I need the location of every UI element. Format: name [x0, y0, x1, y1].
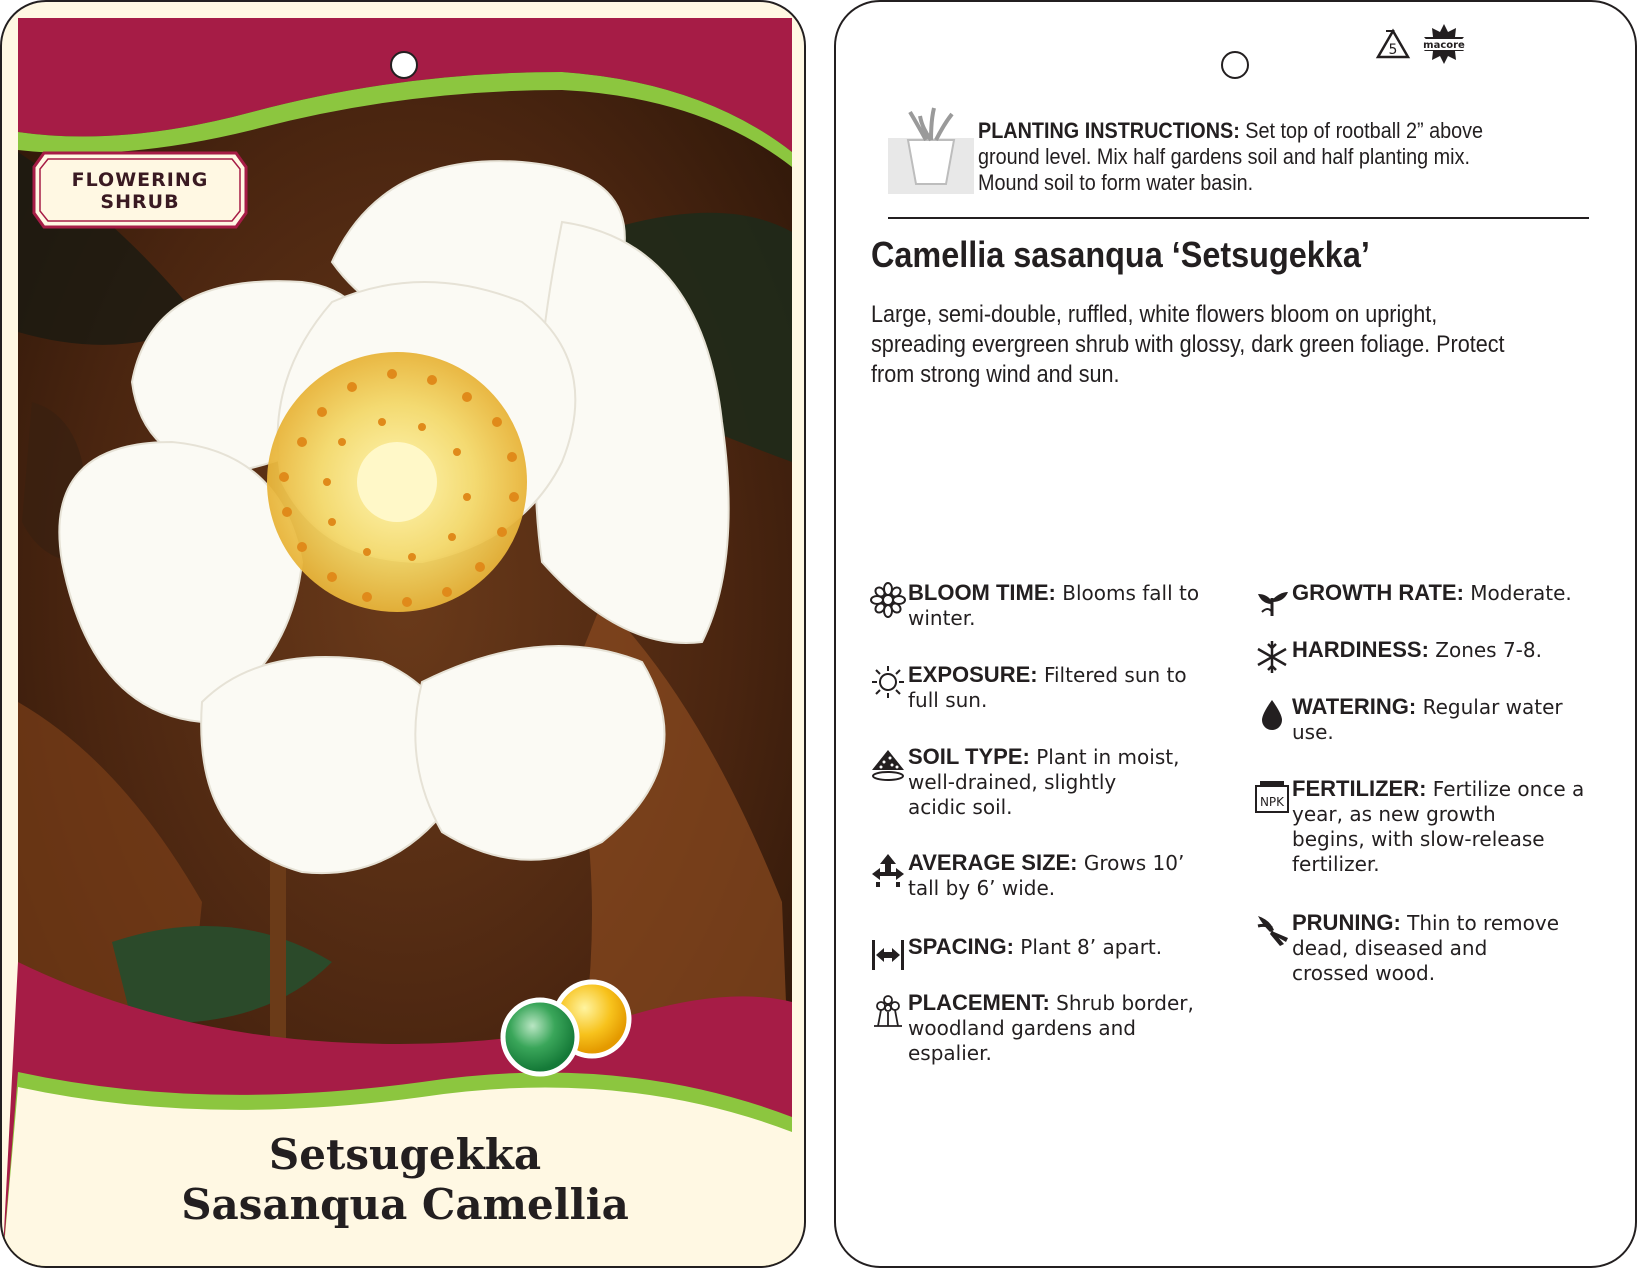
attr-label: HARDINESS: [1292, 637, 1429, 662]
planting-line-1: Set top of rootball 2” above [1239, 118, 1484, 143]
planting-line-3: Mound soil to form water basin. [978, 170, 1254, 195]
recycle-number: 5 [1388, 42, 1398, 58]
sprout-icon [1254, 582, 1290, 618]
hang-hole [1221, 51, 1249, 79]
soil-icon [870, 746, 906, 782]
description: Large, semi-double, ruffled, white flowers bloom on upright, spreading evergreen shrub with glossy, dark green foliage. Protect from strong wind and sun. [871, 301, 1505, 388]
front-tag [0, 0, 806, 1268]
water-drop-icon [1254, 696, 1290, 732]
attr-label: SOIL TYPE: [908, 744, 1030, 769]
pruners-icon [1254, 912, 1290, 948]
attr-value: Moderate. [1463, 581, 1572, 605]
planting-text [978, 118, 1536, 196]
attr-value: Filtered sun to full sun. [908, 663, 1187, 712]
common-name-line-1: Setsugekka [268, 1130, 542, 1179]
attr-label: BLOOM TIME: [908, 580, 1056, 605]
attr-value: Fertilize once a year, as new growth begins, with slow-release fertilizer. [1292, 777, 1585, 876]
npk-icon [1254, 778, 1290, 814]
spacing-icon [870, 936, 906, 972]
planting-instructions [886, 102, 1606, 202]
attr-label: FERTILIZER: [1292, 776, 1427, 801]
badge-line-1: FLOWERING [71, 169, 209, 191]
divider [888, 217, 1589, 219]
planting-line-2: ground level. Mix half gardens soil and half planting mix. [978, 144, 1470, 169]
pot-icon [886, 102, 976, 202]
attr-value: Grows 10’ tall by 6’ wide. [908, 851, 1185, 900]
attr-value: Blooms fall to winter. [908, 581, 1200, 630]
attr-value: Zones 7-8. [1428, 638, 1542, 662]
attr-label: GROWTH RATE: [1292, 580, 1464, 605]
badge-text [30, 169, 250, 213]
recycle-marks [1373, 22, 1473, 66]
botanical-name: Camellia sasanqua ‘Setsugekka’ [871, 234, 1370, 275]
attr-value: Shrub border, woodland gardens and espalier. [908, 991, 1194, 1065]
attr-value: Plant in moist, well-drained, slightly acidic soil. [908, 745, 1180, 819]
attr-value: Thin to remove dead, diseased and crossed wood. [1292, 911, 1560, 985]
attr-label: WATERING: [1292, 694, 1417, 719]
attr-label: EXPOSURE: [908, 662, 1038, 687]
placement-icon [870, 992, 906, 1028]
hang-hole [390, 51, 418, 79]
back-tag [834, 0, 1637, 1268]
attr-label: PRUNING: [1292, 910, 1401, 935]
common-name-line-2: Sasanqua Camellia [181, 1180, 629, 1229]
brand-text: macore [1423, 40, 1465, 51]
attr-value: Plant 8’ apart. [1013, 935, 1163, 959]
attr-label: AVERAGE SIZE: [908, 850, 1078, 875]
size-icon [870, 852, 906, 888]
sun-icon [870, 664, 906, 700]
category-badge [30, 149, 250, 231]
attr-label: SPACING: [908, 934, 1014, 959]
recycle-icon [1373, 26, 1413, 66]
badge-line-2: SHRUB [100, 191, 180, 213]
npk-text: NPK [1259, 795, 1285, 809]
attr-value: Regular water use. [1292, 695, 1563, 744]
attr-label: PLACEMENT: [908, 990, 1050, 1015]
planting-label: PLANTING INSTRUCTIONS: [978, 118, 1240, 143]
macore-logo-icon [1417, 22, 1471, 66]
flower-icon [870, 582, 906, 618]
snowflake-icon [1254, 639, 1290, 675]
